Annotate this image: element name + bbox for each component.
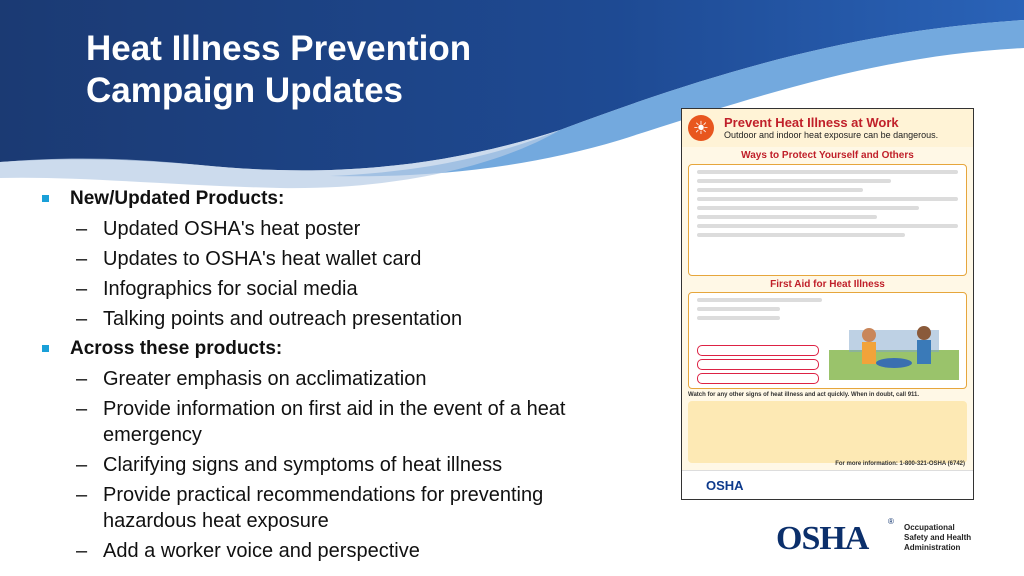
poster-text-line xyxy=(697,170,958,174)
dash-icon: – xyxy=(76,454,88,476)
poster-header xyxy=(682,109,973,147)
poster-first-aid-box xyxy=(688,292,967,389)
sub-item xyxy=(76,306,622,332)
slide-title xyxy=(86,28,471,112)
poster-footer xyxy=(682,470,973,499)
poster-watch-text: Watch for any other signs of heat illness and act quickly. When in doubt, call 911. xyxy=(688,392,920,398)
osha-wordmark-text: OSHA xyxy=(776,520,869,557)
dash-icon: – xyxy=(76,368,88,390)
sun-icon: ☀ xyxy=(688,115,714,141)
sub-item-text: Provide information on first aid in the event of a heat emergency xyxy=(103,398,566,446)
square-bullet-icon xyxy=(42,345,49,352)
dash-icon: – xyxy=(76,248,88,270)
poster-text-line xyxy=(697,206,919,210)
sub-item xyxy=(76,396,622,448)
title-line-2: Campaign Updates xyxy=(86,71,403,110)
sub-item xyxy=(76,246,622,272)
poster-step-1 xyxy=(697,345,819,356)
sub-item xyxy=(76,216,622,242)
poster-text-line xyxy=(697,197,958,201)
poster-title: Prevent Heat Illness at Work xyxy=(724,115,899,130)
sub-item xyxy=(76,366,622,392)
poster-text-line xyxy=(697,316,780,320)
poster-contact: For more information: 1-800-321-OSHA (6742) xyxy=(835,461,965,467)
poster-signs-box xyxy=(688,401,967,463)
sub-item-text: Infographics for social media xyxy=(103,278,358,300)
sub-item-text: Provide practical recommendations for preventing hazardous heat exposure xyxy=(103,484,544,532)
poster-title-block xyxy=(724,115,938,141)
registered-mark: ® xyxy=(888,517,894,526)
title-line-1: Heat Illness Prevention xyxy=(86,29,472,68)
square-bullet-icon xyxy=(42,195,49,202)
poster-text-line xyxy=(697,188,863,192)
poster-text-line xyxy=(697,179,891,183)
sub-item-text: Greater emphasis on acclimatization xyxy=(103,368,427,390)
dash-icon: – xyxy=(76,278,88,300)
poster-section-protect: Ways to Protect Yourself and Others xyxy=(741,150,914,161)
sub-item xyxy=(76,482,622,534)
poster-section-first-aid: First Aid for Heat Illness xyxy=(770,279,885,290)
poster-step-3 xyxy=(697,373,819,384)
dash-icon: – xyxy=(76,540,88,562)
osha-logo xyxy=(776,519,996,559)
poster-step-2 xyxy=(697,359,819,370)
bullet-list xyxy=(42,186,622,568)
poster-text-line xyxy=(697,233,905,237)
sub-item-text: Updates to OSHA's heat wallet card xyxy=(103,248,422,270)
poster-text-line xyxy=(697,298,822,302)
dash-icon: – xyxy=(76,218,88,240)
poster-text-line xyxy=(697,307,780,311)
poster-osha-logo: OSHA xyxy=(706,477,744,493)
sub-item-text: Add a worker voice and perspective xyxy=(103,540,420,562)
agency-line-3: Administration xyxy=(904,543,961,552)
sub-item xyxy=(76,276,622,302)
dash-icon: – xyxy=(76,308,88,330)
bullet-across-these-products xyxy=(42,336,622,361)
bullet-label: Across these products: xyxy=(70,338,283,359)
sub-item xyxy=(76,452,622,478)
agency-line-2: Safety and Health xyxy=(904,533,972,542)
heat-poster-image xyxy=(681,108,974,500)
poster-subtitle: Outdoor and indoor heat exposure can be dangerous. xyxy=(724,130,939,140)
dash-icon: – xyxy=(76,484,88,506)
poster-text-line xyxy=(697,224,958,228)
poster-text-line xyxy=(697,215,877,219)
sub-item-text: Clarifying signs and symptoms of heat illness xyxy=(103,454,503,476)
bullet-new-updated-products xyxy=(42,186,622,211)
workers-illustration xyxy=(829,305,959,380)
sub-item-text: Talking points and outreach presentation xyxy=(103,308,463,330)
sub-item xyxy=(76,538,622,564)
sub-item-text: Updated OSHA's heat poster xyxy=(103,218,361,240)
bullet-label: New/Updated Products: xyxy=(70,188,285,209)
osha-wordmark xyxy=(776,519,868,559)
dash-icon: – xyxy=(76,398,88,420)
poster-protect-box xyxy=(688,164,967,276)
agency-line-1: Occupational xyxy=(904,523,955,532)
agency-name xyxy=(904,523,971,553)
